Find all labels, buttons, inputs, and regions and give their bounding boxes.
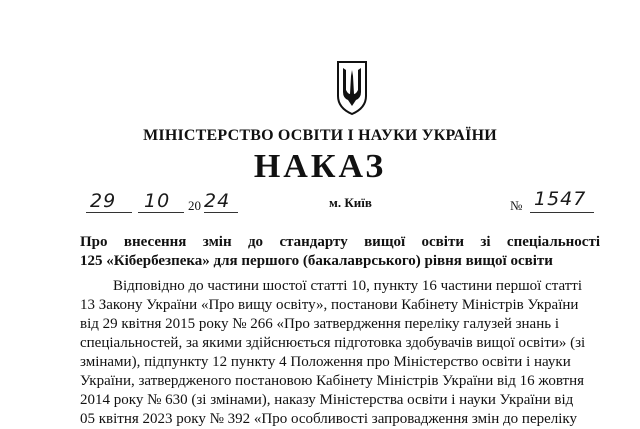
date-year-prefix: 20: [188, 198, 201, 213]
body-line: 13 Закону України «Про вищу освіту», постанови Кабінету Міністрів України: [80, 297, 579, 313]
order-body: [80, 277, 596, 429]
subject-line-1: Про внесення змін до стандарту вищої освіти зі спеціальності: [80, 234, 600, 250]
body-line: від 29 квітня 2015 року № 266 «Про затвердження переліку галузей знань і: [80, 316, 559, 332]
date-day: 29: [90, 190, 117, 212]
order-subject: [80, 233, 600, 271]
document-title: НАКАЗ: [253, 148, 387, 185]
body-line: 2014 року № 630 (зі змінами), наказу Міністерства освіти і науки України від: [80, 392, 574, 408]
date-day-underline: [86, 212, 132, 213]
body-line: Відповідно до частини шостої статті 10, пункту 16 частини першої статті: [113, 278, 583, 294]
trident-icon: [334, 58, 370, 116]
date-year-underline: [204, 212, 238, 213]
number-sign: №: [510, 198, 523, 213]
number-underline: [530, 212, 594, 213]
body-line: змінами), підпункту 12 пункту 4 Положення про Міністерство освіти і науки: [80, 354, 571, 370]
order-number: 1547: [534, 188, 587, 210]
ministry-name: МІНІСТЕРСТВО ОСВІТИ І НАУКИ УКРАЇНИ: [143, 127, 497, 144]
date-year: 24: [204, 190, 231, 212]
body-line: України, затвердженого постановою Кабінету Міністрів України від 16 жовтня: [80, 373, 585, 389]
date-number-row: [0, 190, 640, 220]
body-line: спеціальностей, за якими здійснюється підготовка здобувачів вищої освіти» (зі: [80, 335, 586, 351]
subject-line-2: 125 «Кібербезпека» для першого (бакалаврського) рівня вищої освіти: [80, 253, 553, 269]
date-month: 10: [144, 190, 171, 212]
body-line: 05 квітня 2023 року № 392 «Про особливості запровадження змін до переліку: [80, 411, 577, 427]
city: м. Київ: [329, 195, 372, 210]
date-month-underline: [138, 212, 184, 213]
